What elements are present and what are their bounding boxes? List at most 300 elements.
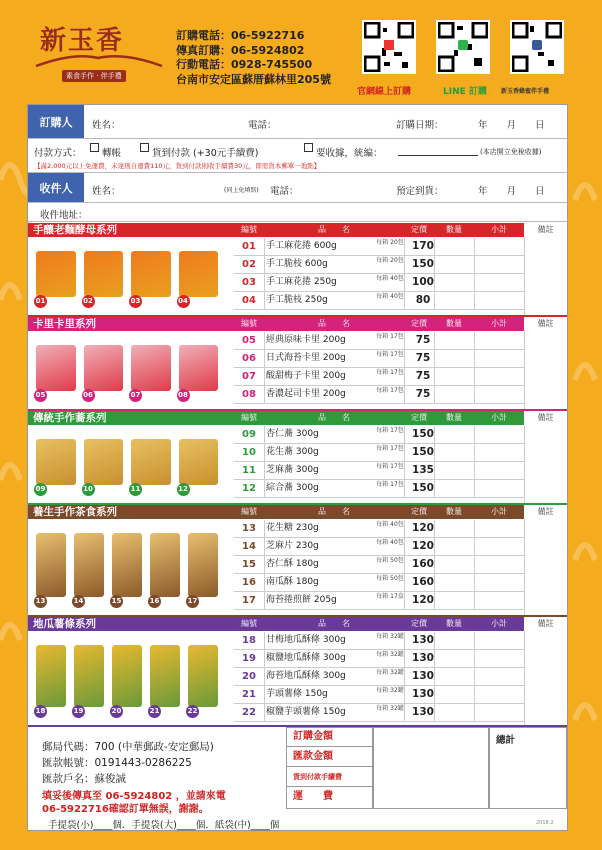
subtotal-field[interactable] <box>474 574 524 591</box>
subtotal-field[interactable] <box>474 462 524 479</box>
product-price: 170 <box>412 240 434 252</box>
column-divider <box>434 574 435 591</box>
subtotal-field[interactable] <box>474 256 524 273</box>
product-row <box>234 538 524 556</box>
quantity-field[interactable] <box>434 686 474 703</box>
column-divider <box>434 350 435 367</box>
column-divider <box>404 704 405 721</box>
product-unit: 每箱 40包 <box>376 275 404 282</box>
remit-amount-label: 匯款金額 <box>287 748 373 767</box>
column-divider <box>404 386 405 403</box>
column-header-price: 定價 <box>411 225 427 234</box>
product-photo <box>131 345 171 391</box>
column-divider <box>434 444 435 461</box>
quantity-field[interactable] <box>434 386 474 403</box>
product-name: 經典原味卡里 200g <box>266 335 346 345</box>
product-photo <box>36 645 66 707</box>
note-field[interactable] <box>524 331 567 409</box>
product-badge: 14 <box>72 595 85 608</box>
product-number: 09 <box>242 429 256 440</box>
buyer-name-field[interactable]: 姓名： <box>92 120 121 131</box>
product-photo <box>131 439 171 485</box>
product-badge: 21 <box>148 705 161 718</box>
product-name: 日式海苔卡里 200g <box>266 353 346 363</box>
product-number: 02 <box>242 259 256 270</box>
column-divider <box>404 426 405 443</box>
product-price: 75 <box>415 334 431 346</box>
column-divider <box>264 520 265 537</box>
column-header-price: 定價 <box>411 319 427 328</box>
column-divider <box>264 592 265 609</box>
address: 台南市安定區蘇厝蘇林里205號 <box>176 72 331 86</box>
order-date-field[interactable]: 年 月 日 <box>478 120 545 131</box>
product-unit: 每箱 17包 <box>376 481 404 488</box>
product-badge: 20 <box>110 705 123 718</box>
subtotal-field[interactable] <box>474 650 524 667</box>
subtotal-field[interactable] <box>474 426 524 443</box>
product-price: 150 <box>412 258 434 270</box>
column-divider <box>404 632 405 649</box>
column-divider <box>474 292 475 309</box>
product-price: 75 <box>415 370 431 382</box>
column-header-name: 品 名 <box>318 619 350 628</box>
subtotal-field[interactable] <box>474 704 524 721</box>
column-header-note: 備註 <box>524 505 567 519</box>
column-divider <box>434 632 435 649</box>
column-divider <box>474 368 475 385</box>
product-unit: 每箱 32罐 <box>376 669 404 676</box>
product-row <box>234 650 524 668</box>
column-divider <box>404 538 405 555</box>
product-unit: 每箱 17盒 <box>376 593 404 600</box>
product-row <box>234 592 524 610</box>
product-name: 椒鹽地瓜酥條 300g <box>266 653 346 663</box>
column-header-sub: 小計 <box>491 225 507 234</box>
column-divider <box>404 686 405 703</box>
subtotal-field[interactable] <box>474 350 524 367</box>
section-header <box>28 411 567 425</box>
subtotal-field[interactable] <box>474 332 524 349</box>
column-divider <box>264 332 265 349</box>
buyer-row <box>28 105 567 139</box>
column-divider <box>264 650 265 667</box>
product-photo <box>84 345 124 391</box>
product-photo <box>36 439 76 485</box>
column-divider <box>264 368 265 385</box>
product-number: 08 <box>242 389 256 400</box>
product-photo <box>36 251 76 297</box>
product-number: 19 <box>242 653 256 664</box>
product-photo <box>84 439 124 485</box>
note-field[interactable] <box>524 631 567 725</box>
quantity-field[interactable] <box>434 480 474 497</box>
column-divider <box>474 520 475 537</box>
quantity-field[interactable] <box>434 350 474 367</box>
product-number: 05 <box>242 335 256 346</box>
product-number: 13 <box>242 523 256 534</box>
column-divider <box>434 668 435 685</box>
product-row <box>234 426 524 444</box>
column-divider <box>264 574 265 591</box>
bag-count-field[interactable]: 手提袋(小)____個．手提袋(大)____個．紙袋(中)____個 <box>48 820 280 831</box>
product-unit: 每箱 32罐 <box>376 705 404 712</box>
column-header-sub: 小計 <box>491 619 507 628</box>
product-unit: 每箱 17包 <box>376 387 404 394</box>
product-name: 手工脆枝 250g <box>266 295 328 305</box>
fax: 傳真訂購：06-5924802 <box>176 43 305 57</box>
product-name: 花生糖 230g <box>266 523 319 533</box>
product-row <box>234 238 524 256</box>
quantity-field[interactable] <box>434 444 474 461</box>
product-photo <box>188 645 218 707</box>
note-field[interactable] <box>524 425 567 503</box>
column-header-note: 備註 <box>524 617 567 631</box>
product-badge: 01 <box>34 295 47 308</box>
product-price: 75 <box>415 388 431 400</box>
quantity-field[interactable] <box>434 426 474 443</box>
address-field[interactable]: 收件地址： <box>40 210 88 221</box>
transfer-checkbox[interactable] <box>90 143 99 152</box>
product-price: 130 <box>412 634 434 646</box>
fax-reminder: 填妥後傳真至 06-5924802 ，並請來電 <box>42 791 226 802</box>
quantity-field[interactable] <box>434 704 474 721</box>
product-name: 酸甜梅子卡里 200g <box>266 371 346 381</box>
brand-logo <box>34 18 164 88</box>
column-divider <box>264 704 265 721</box>
receiver-name-field[interactable]: 姓名： <box>92 186 121 197</box>
column-divider <box>264 386 265 403</box>
product-price: 120 <box>412 594 434 606</box>
same-note: (同上免填寫) <box>224 187 259 194</box>
product-unit: 每箱 32罐 <box>376 633 404 640</box>
tax-id-field[interactable] <box>398 155 478 156</box>
section-title: 卡里卡里系列 <box>33 318 96 330</box>
product-number: 14 <box>242 541 256 552</box>
quantity-field[interactable] <box>434 368 474 385</box>
column-header-no: 編號 <box>241 619 257 628</box>
product-number: 10 <box>242 447 256 458</box>
column-divider <box>264 556 265 573</box>
product-name: 海苔捲煎餅 205g <box>266 595 337 605</box>
section-title: 養生手作茶食系列 <box>33 506 117 518</box>
section-header <box>28 317 567 331</box>
product-unit: 每箱 40包 <box>376 539 404 546</box>
column-divider <box>264 686 265 703</box>
column-divider <box>474 668 475 685</box>
product-price: 160 <box>412 576 434 588</box>
subtotal-field[interactable] <box>474 368 524 385</box>
column-divider <box>404 256 405 273</box>
column-divider <box>404 520 405 537</box>
column-divider <box>434 650 435 667</box>
product-name: 芝麻片 230g <box>266 541 319 551</box>
subtotal-field[interactable] <box>474 632 524 649</box>
product-name: 甘梅地瓜酥條 300g <box>266 635 346 645</box>
receiver-row <box>28 173 567 203</box>
product-photo <box>36 533 66 597</box>
column-divider <box>434 704 435 721</box>
product-row <box>234 574 524 592</box>
product-unit: 每箱 17包 <box>376 369 404 376</box>
product-row <box>234 386 524 404</box>
product-name: 綜合蕎 300g <box>266 483 319 493</box>
product-badge: 09 <box>34 483 47 496</box>
product-name: 手工麻花捲 600g <box>266 241 337 251</box>
column-divider <box>434 480 435 497</box>
column-header-price: 定價 <box>411 413 427 422</box>
product-price: 150 <box>412 482 434 494</box>
column-divider <box>434 368 435 385</box>
column-divider <box>474 686 475 703</box>
product-number: 22 <box>242 707 256 718</box>
column-header-name: 品 名 <box>318 507 350 516</box>
product-rows <box>234 426 524 498</box>
product-row <box>234 332 524 350</box>
qr-code-website[interactable] <box>362 20 416 74</box>
subtotal-field[interactable] <box>474 592 524 609</box>
quantity-field[interactable] <box>434 520 474 537</box>
product-photo <box>84 251 124 297</box>
column-header-qty: 數量 <box>446 225 462 234</box>
total-box[interactable] <box>489 727 567 809</box>
receiver-phone-field[interactable]: 電話： <box>270 186 299 197</box>
arrive-date-label: 預定到貨： <box>396 186 444 197</box>
product-badge: 07 <box>129 389 142 402</box>
subtotal-field[interactable] <box>474 538 524 555</box>
product-name: 杏仁酥 180g <box>266 559 319 569</box>
receipt-option: 要收據，統編： <box>316 148 383 159</box>
account-holder: 匯款戶名：蘇俊誠 <box>42 773 126 785</box>
form-code: 2018.2 <box>536 820 554 826</box>
product-unit: 每箱 17包 <box>376 427 404 434</box>
column-divider <box>264 238 265 255</box>
column-divider <box>474 444 475 461</box>
column-divider <box>434 292 435 309</box>
column-header-no: 編號 <box>241 319 257 328</box>
subtotal-field[interactable] <box>474 386 524 403</box>
quantity-field[interactable] <box>434 274 474 291</box>
subtotal-field[interactable] <box>474 686 524 703</box>
product-photo <box>150 533 180 597</box>
brand-name: 新玉香 <box>40 26 125 56</box>
product-name: 椒鹽芋頭薯條 150g <box>266 707 346 717</box>
product-price: 130 <box>412 670 434 682</box>
quantity-field[interactable] <box>434 332 474 349</box>
arrive-date-field[interactable]: 年 月 日 <box>478 186 545 197</box>
column-divider <box>474 238 475 255</box>
product-number: 16 <box>242 577 256 588</box>
order-phone: 訂購電話：06-5922716 <box>176 29 305 42</box>
column-header-sub: 小計 <box>491 507 507 516</box>
column-divider <box>404 332 405 349</box>
column-header-note: 備註 <box>524 317 567 331</box>
column-divider <box>434 462 435 479</box>
product-name: 海苔地瓜酥條 300g <box>266 671 346 681</box>
product-rows <box>234 238 524 310</box>
amount-values[interactable] <box>373 727 489 809</box>
column-divider <box>474 574 475 591</box>
quantity-field[interactable] <box>434 574 474 591</box>
qr-code-facebook[interactable] <box>510 20 564 74</box>
quantity-field[interactable] <box>434 668 474 685</box>
product-name: 手工麻花捲 250g <box>266 277 337 287</box>
product-name: 香濃起司卡里 200g <box>266 389 346 399</box>
product-badge: 18 <box>34 705 47 718</box>
column-divider <box>264 426 265 443</box>
product-photo <box>179 251 219 297</box>
column-divider <box>474 592 475 609</box>
product-unit: 每箱 17包 <box>376 351 404 358</box>
note-field[interactable] <box>524 237 567 315</box>
product-price: 80 <box>415 294 431 306</box>
column-divider <box>474 704 475 721</box>
column-divider <box>474 480 475 497</box>
product-number: 12 <box>242 483 256 494</box>
product-badge: 05 <box>34 389 47 402</box>
payment-row <box>28 139 567 173</box>
subtotal-field[interactable] <box>474 520 524 537</box>
product-rows <box>234 332 524 404</box>
product-row <box>234 292 524 310</box>
product-number: 01 <box>242 241 256 252</box>
product-number: 07 <box>242 371 256 382</box>
column-divider <box>434 556 435 573</box>
column-header-name: 品 名 <box>318 413 350 422</box>
note-field[interactable] <box>524 519 567 615</box>
product-price: 75 <box>415 352 431 364</box>
product-unit: 每箱 50包 <box>376 557 404 564</box>
column-divider <box>434 386 435 403</box>
product-section <box>28 617 567 727</box>
product-number: 18 <box>242 635 256 646</box>
product-badge: 08 <box>177 389 190 402</box>
product-photo <box>112 533 142 597</box>
section-header <box>28 505 567 519</box>
quantity-field[interactable] <box>434 462 474 479</box>
product-photo <box>188 533 218 597</box>
column-divider <box>404 480 405 497</box>
product-photo <box>150 645 180 707</box>
column-divider <box>434 520 435 537</box>
product-unit: 每箱 17包 <box>376 333 404 340</box>
product-price: 130 <box>412 706 434 718</box>
quantity-field[interactable] <box>434 292 474 309</box>
shipping-fee-label: 運 費 <box>293 791 333 802</box>
column-divider <box>474 462 475 479</box>
product-price: 120 <box>412 540 434 552</box>
quantity-field[interactable] <box>434 556 474 573</box>
product-price: 130 <box>412 688 434 700</box>
column-header-note: 備註 <box>524 223 567 237</box>
subtotal-field[interactable] <box>474 480 524 497</box>
subtotal-field[interactable] <box>474 444 524 461</box>
quantity-field[interactable] <box>434 592 474 609</box>
product-row <box>234 274 524 292</box>
product-photo <box>179 345 219 391</box>
product-photo <box>36 345 76 391</box>
amount-box <box>286 727 373 809</box>
header <box>0 0 602 100</box>
column-divider <box>264 632 265 649</box>
product-price: 120 <box>412 522 434 534</box>
column-divider <box>404 592 405 609</box>
quantity-field[interactable] <box>434 650 474 667</box>
subtotal-field[interactable] <box>474 274 524 291</box>
buyer-phone-field[interactable]: 電話： <box>248 120 277 131</box>
product-unit: 每箱 40包 <box>376 521 404 528</box>
buyer-label: 訂購人 <box>28 105 84 138</box>
cod-checkbox[interactable] <box>140 143 149 152</box>
column-divider <box>404 292 405 309</box>
product-row <box>234 668 524 686</box>
column-header-name: 品 名 <box>318 319 350 328</box>
product-number: 04 <box>242 295 256 306</box>
product-row <box>234 704 524 722</box>
column-divider <box>404 668 405 685</box>
column-divider <box>404 238 405 255</box>
product-unit: 每箱 17包 <box>376 445 404 452</box>
column-divider <box>434 256 435 273</box>
subtotal-field[interactable] <box>474 292 524 309</box>
product-row <box>234 368 524 386</box>
product-photo <box>179 439 219 485</box>
quantity-field[interactable] <box>434 632 474 649</box>
product-row <box>234 256 524 274</box>
cod-fee-label: 貨到付款手續費 <box>287 768 373 787</box>
product-number: 21 <box>242 689 256 700</box>
column-divider <box>474 650 475 667</box>
product-row <box>234 632 524 650</box>
quantity-field[interactable] <box>434 538 474 555</box>
section-title: 手釀老麵酵母系列 <box>33 224 117 236</box>
mobile: 行動電話：0928-745500 <box>176 58 313 71</box>
product-number: 15 <box>242 559 256 570</box>
column-divider <box>404 350 405 367</box>
product-badge: 13 <box>34 595 47 608</box>
product-photo <box>131 251 171 297</box>
column-divider <box>474 632 475 649</box>
product-badge: 16 <box>148 595 161 608</box>
quantity-field[interactable] <box>434 256 474 273</box>
qr-code-line[interactable] <box>436 20 490 74</box>
product-unit: 每箱 17包 <box>376 463 404 470</box>
receipt-checkbox[interactable] <box>304 143 313 152</box>
column-divider <box>264 480 265 497</box>
column-divider <box>264 462 265 479</box>
order-amount-label: 訂購金額 <box>287 728 373 747</box>
phone-reminder: 06-5922716確認訂單無誤，謝謝。 <box>42 804 209 815</box>
section-title: 傳統手作蕎系列 <box>33 412 107 424</box>
quantity-field[interactable] <box>434 238 474 255</box>
subtotal-field[interactable] <box>474 668 524 685</box>
order-form <box>27 104 568 831</box>
column-divider <box>474 274 475 291</box>
qr-label-website: 官網線上訂購 <box>357 87 412 97</box>
product-row <box>234 480 524 498</box>
subtotal-field[interactable] <box>474 238 524 255</box>
column-divider <box>474 350 475 367</box>
product-badge: 19 <box>72 705 85 718</box>
product-row <box>234 686 524 704</box>
post-code: 郵局代碼：700 (中華郵政-安定郵局) <box>42 741 214 753</box>
product-number: 20 <box>242 671 256 682</box>
product-price: 135 <box>412 464 434 476</box>
product-photo <box>74 645 104 707</box>
column-divider <box>264 538 265 555</box>
product-price: 150 <box>412 446 434 458</box>
subtotal-field[interactable] <box>474 556 524 573</box>
column-divider <box>404 556 405 573</box>
